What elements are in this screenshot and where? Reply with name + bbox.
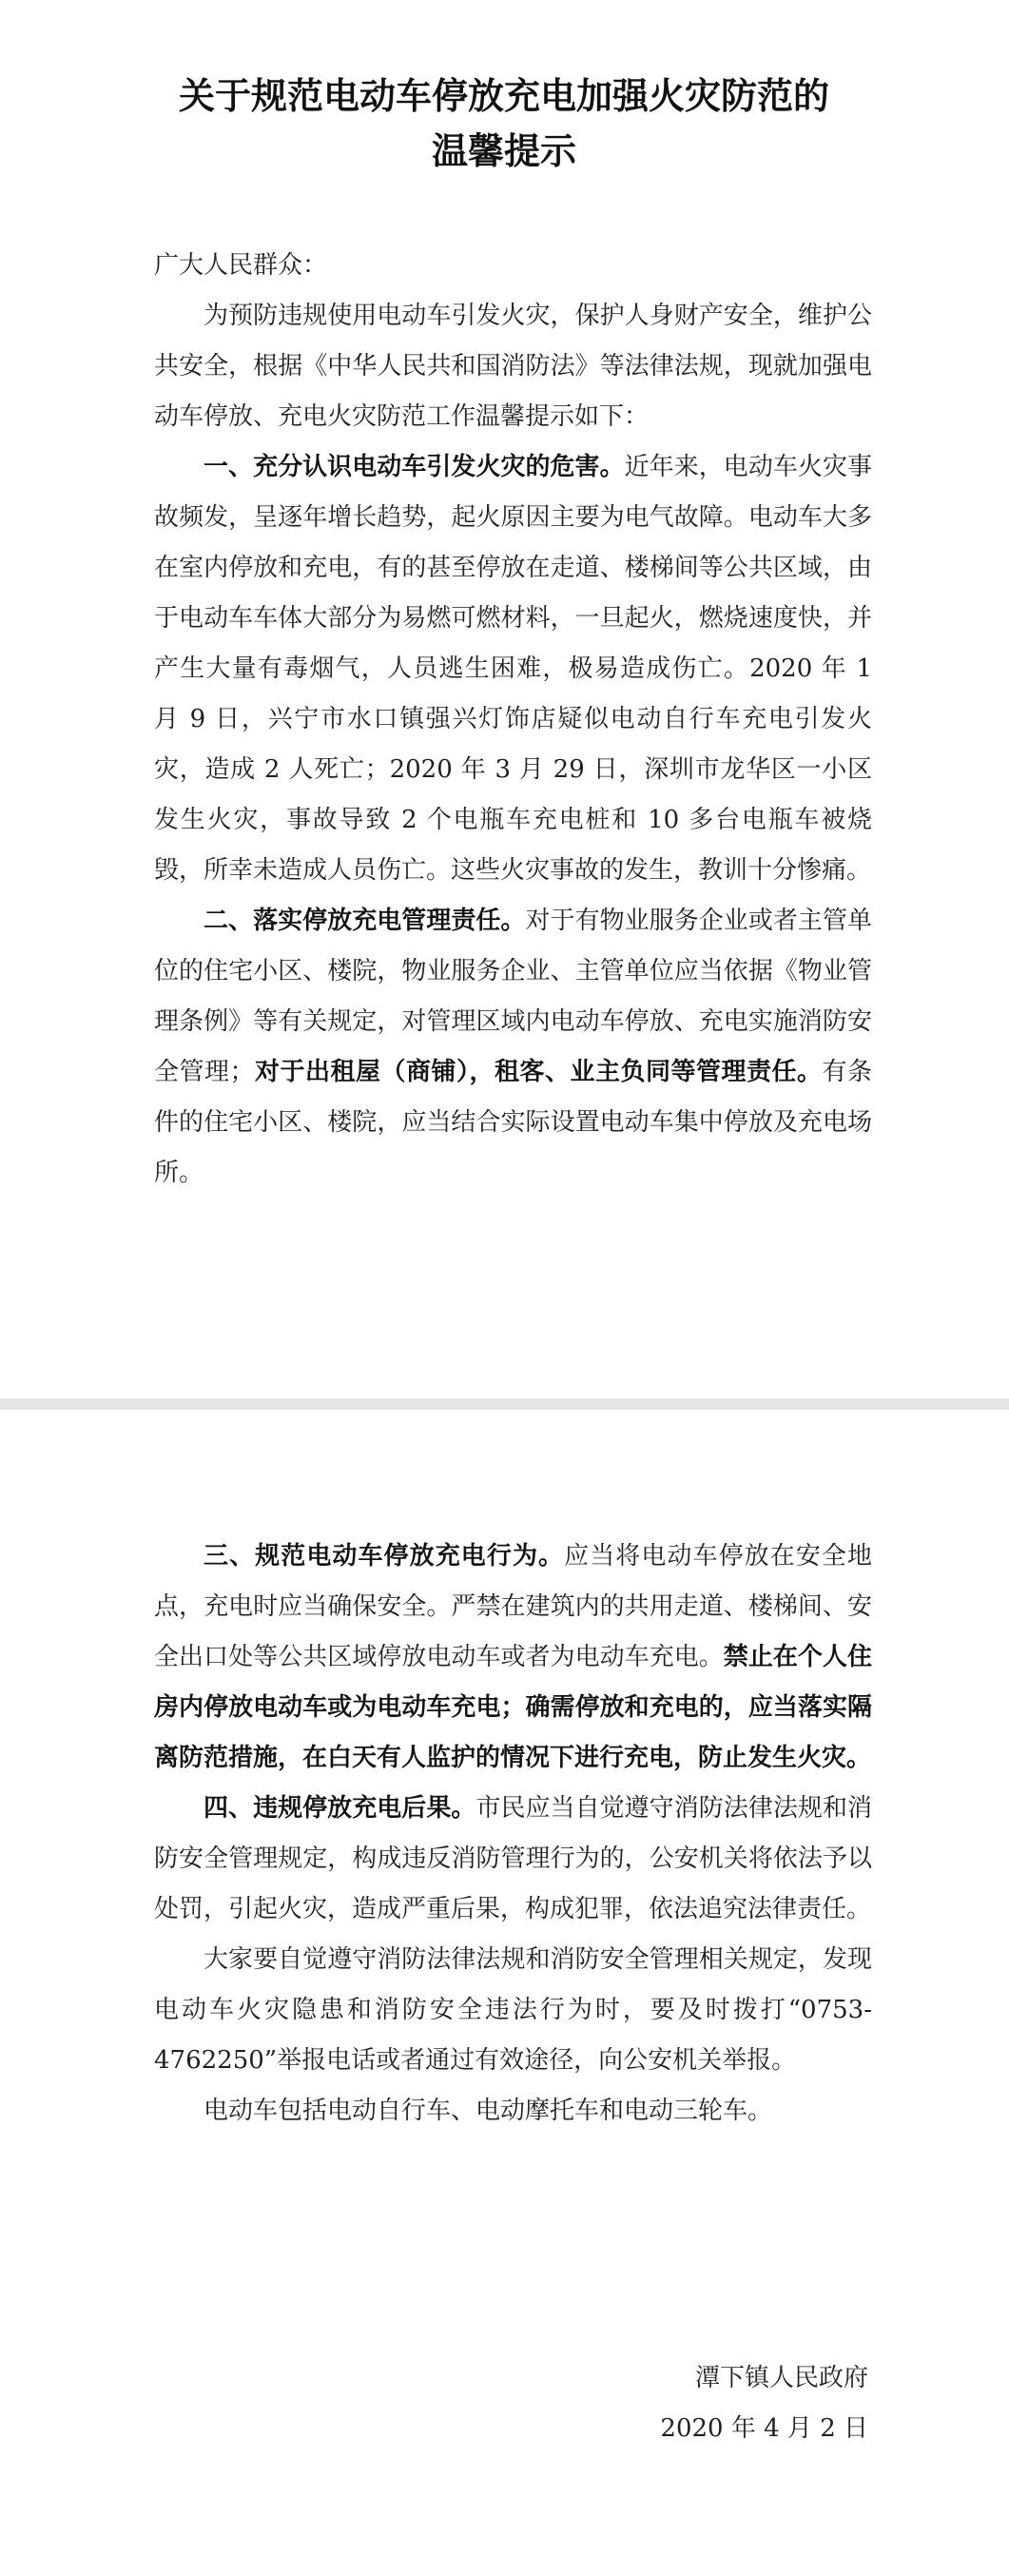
section-3-body: 应当将电动车停放在安全地点，充电时应当确保安全。严禁在建筑内的共用走道、楼梯间、安全出口处等公共区域停放电动车或者为电动车充电。 <box>154 1542 872 1671</box>
signature-block <box>660 2353 868 2454</box>
section-3-bold-clause: 禁止在个人住房内停放电动车或为电动车充电；确需停放和充电的，应当落实隔离防范措施，在白天有人监护的情况下进行充电，防止发生火灾。 <box>154 1643 872 1772</box>
section-1-body: 近年来，电动车火灾事故频发，呈逐年增长趋势，起火原因主要为电气故障。电动车大多在室内停放和充电，有的甚至停放在走道、楼梯间等公共区域，由于电动车车体大部分为易燃可燃材料，一旦起火，燃烧速度快，并产生大量有毒烟气，人员逃生困难，极易造成伤亡。2020 年 1 月 9 日，兴宁市水口镇强兴灯饰店疑似电动自行车充电引发火灾，造成 2 人死亡；2020 年 3 月 29 日，深圳市龙华区一小区发生火灾，事故导致 2 个电瓶车充电桩和 10 多台电瓶车被烧毁，所幸未造成人员伤亡。这些火灾事故的发生，教训十分惨痛。 <box>154 453 872 885</box>
section-3-heading: 三、规范电动车停放充电行为。 <box>204 1542 565 1571</box>
section-4-body: 市民应当自觉遵守消防法律法规和消防安全管理规定，构成违反消防管理行为的，公安机关将依法予以处罚，引起火灾，造成严重后果，构成犯罪，依法追究法律责任。 <box>154 1794 872 1923</box>
section-1-heading: 一、充分认识电动车引发火灾的危害。 <box>204 453 625 481</box>
section-3-paragraph <box>154 1532 872 1784</box>
page-2-body <box>154 1532 872 2137</box>
title-line-1: 关于规范电动车停放充电加强火灾防范的 <box>178 75 829 117</box>
salutation: 广大人民群众： <box>154 251 328 280</box>
issuing-organization: 潭下镇人民政府 <box>694 2364 868 2392</box>
document-page-2 <box>0 1410 1009 2576</box>
section-4-heading: 四、违规停放充电后果。 <box>204 1794 476 1823</box>
page-1-body <box>154 241 872 1199</box>
vehicle-note-paragraph: 电动车包括电动自行车、电动摩托车和电动三轮车。 <box>204 2097 773 2125</box>
section-4-paragraph <box>154 1784 872 1935</box>
section-2-heading: 二、落实停放充电管理责任。 <box>204 907 526 935</box>
intro-paragraph: 为预防违规使用电动车引发火灾，保护人身财产安全，维护公共安全，根据《中华人民共和国消防法》等法律法规，现就加强电动车停放、充电火灾防范工作温馨提示如下： <box>154 302 872 431</box>
appeal-paragraph: 大家要自觉遵守消防法律法规和消防安全管理相关规定，发现电动车火灾隐患和消防安全违法行为时，要及时拨打“0753-4762250”举报电话或者通过有效途径，向公安机关举报。 <box>154 1945 872 2075</box>
document-title <box>76 68 932 179</box>
title-line-2: 温馨提示 <box>431 130 576 172</box>
section-2-body-1: 对于有物业服务企业或者主管单位的住宅小区、楼院，物业服务企业、主管单位应当依据《物业管理条例》等有关规定，对管理区域内电动车停放、充电实施消防安全管理； <box>154 907 872 1086</box>
section-2-bold-clause: 对于出租屋（商铺），租客、业主负同等管理责任。 <box>254 1058 823 1086</box>
section-1-paragraph <box>154 442 872 896</box>
issue-date: 2020 年 4 月 2 日 <box>660 2414 868 2443</box>
section-2-paragraph <box>154 896 872 1199</box>
section-2-body-2: 有条件的住宅小区、楼院，应当结合实际设置电动车集中停放及充电场所。 <box>154 1058 872 1187</box>
page-divider <box>0 1398 1009 1410</box>
